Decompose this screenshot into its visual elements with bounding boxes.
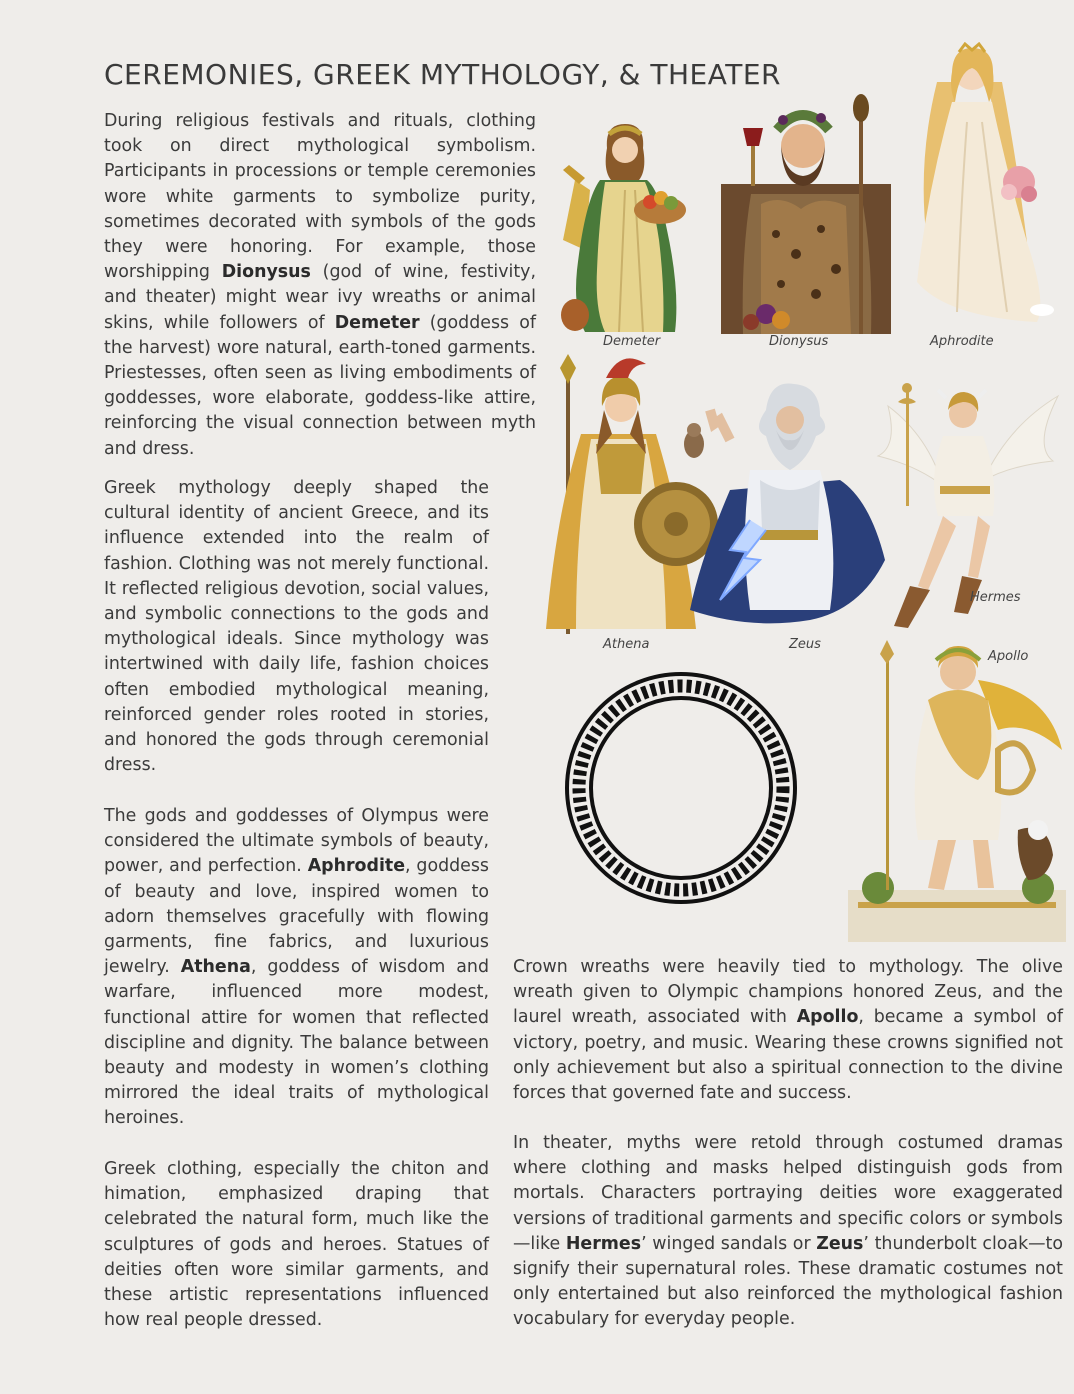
text-run: , goddess of beauty and love, inspired women to adorn themselves gracefully with flowing garments, fine fabrics, and luxurious jewelry. [104,856,489,978]
paragraph-olympus-gods [104,804,489,1132]
hermes-illustration [858,376,1063,644]
caption-apollo: Apollo [988,649,1029,664]
greek-key-ring-ornament [563,670,799,906]
text-run: During religious festivals and rituals, clothing took on direct mythological symbolism. Participants in processions or temple ceremonies wore white garments to symbolize purity, sometimes decorated with symbols of the gods they were honoring. For example, those worshipping [104,111,536,283]
bold-term: Athena [180,957,251,978]
text-run: In theater, myths were retold through costumed dramas where clothing and masks helped distinguish gods from mortals. Characters portraying deities wore exaggerated versions of traditional garments and specific colors or symbols—like [513,1133,1063,1254]
page-title: CEREMONIES, GREEK MYTHOLOGY, & THEATER [104,58,781,91]
caption-aphrodite: Aphrodite [930,334,994,349]
bold-term: Aphrodite [307,856,406,877]
caption-dionysus: Dionysus [769,334,829,349]
text-run: (god of wine, festivity, and theater) might wear ivy wreaths or animal skins, while followers of [104,262,536,333]
dionysus-illustration [721,94,891,334]
text-run: Greek mythology deeply shaped the cultural identity of ancient Greece, and its influence extended into the realm of fashion. Clothing was not merely functional. It reflected religious devotion, social values, and symbolic connections to the gods and mythological ideals. Since mythology was intertwined with daily life, fashion choices often embodied mythological meaning, reinforced gender roles rooted in stories, and honored the gods through ceremonial dress. [104,478,489,776]
bold-term: Zeus [816,1233,864,1254]
text-run: (goddess of the harvest) wore natural, earth-toned garments. Priestesses, often seen as living embodiments of goddesses, wore elaborate, goddess-like attire, reinforcing the visual connection between myth and dress. [104,312,536,459]
caption-demeter: Demeter [603,334,661,349]
text-run: Crown wreaths were heavily tied to mythology. The olive wreath given to Olympic champions honored Zeus, and the laurel wreath, associated with [513,957,1063,1028]
caption-zeus: Zeus [789,637,821,652]
bold-term: Dionysus [221,262,311,283]
caption-athena: Athena [603,637,650,652]
bold-term: Apollo [796,1007,859,1028]
caption-hermes: Hermes [970,590,1021,605]
bold-term: Demeter [334,312,420,333]
paragraph-mythology-identity [104,476,489,778]
text-run: Greek clothing, especially the chiton and himation, emphasized draping that celebrated the natural form, much like the sculptures of gods and heroes. Statues of deities often wore similar garments, and these artistic representations influenced how real people dressed. [104,1159,489,1331]
text-run: ’ winged sandals or [641,1233,817,1254]
text-run: , became a symbol of victory, poetry, and music. Wearing these crowns signified not only achievement but also a spiritual connection to the divine forces that governed fate and success. [513,1007,1063,1104]
paragraph-theater [513,1131,1063,1333]
bold-term: Hermes [565,1233,642,1254]
aphrodite-illustration [897,42,1065,332]
text-run: , goddess of wisdom and warfare, influenced more modest, functional attire for women that reflected discipline and dignity. The balance between beauty and modesty in women’s clothing mirrored the ideal traits of mythological heroines. [104,957,489,1129]
paragraph-greek-clothing [104,1157,489,1333]
apollo-illustration [848,640,1066,942]
paragraph-ceremonies [104,109,536,462]
paragraph-crown-wreaths [513,955,1063,1106]
text-run: ’ thunderbolt cloak—to signify their supernatural roles. These dramatic costumes not only entertained but also reinforced the mythological fashion vocabulary for everyday people. [513,1233,1063,1330]
text-run: The gods and goddesses of Olympus were considered the ultimate symbols of beauty, power, and perfection. [104,806,489,877]
demeter-illustration [555,110,695,332]
